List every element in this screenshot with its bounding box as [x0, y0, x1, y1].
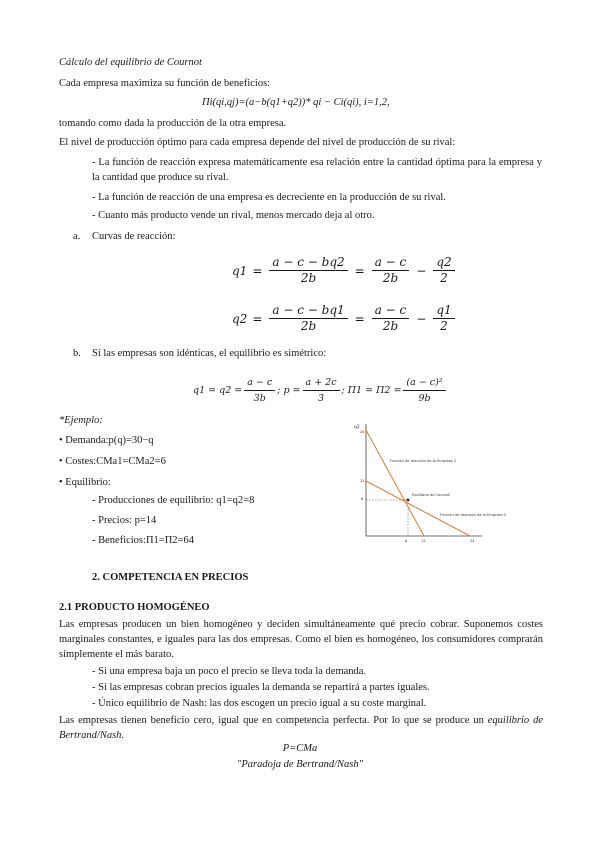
graph-tick-y-24: 24 [360, 430, 365, 434]
bullet-price-1: - Si una empresa baja un poco el precio se lleva toda la demanda. [92, 666, 367, 677]
graph-tick-y-8: 8 [361, 497, 364, 501]
graph-tick-x-8: 8 [405, 539, 408, 543]
bullet-reaction-1: - La función de reacción expresa matemáticamente esa relación entre la cantidad óptima para la empresa y la cantidad que produce su rival. [92, 157, 542, 183]
sym-s2: ; Π1 = Π2 = [341, 385, 402, 396]
profit-formula: Πi(qi,qj)=(a−b(q1+q2))* qi − Ci(qi), i=1,2, [202, 97, 390, 108]
symmetric-eq [193, 375, 448, 406]
bullet-reaction-3: - Cuanto más producto vende un rival, menos mercado deja al otro. [92, 210, 375, 221]
eq2-minus: − [416, 311, 427, 326]
bullet-price-2: - Si las empresas cobran precios iguales la demanda se repartirá a partes iguales. [92, 682, 430, 693]
bertrand-term-end: . [121, 730, 125, 741]
cournot-equilibrium-point [407, 499, 410, 502]
intro-line: Cada empresa maximiza su función de beneficios: [59, 78, 271, 89]
paragraph-bertrand [59, 713, 543, 743]
example-title: *Ejemplo: [59, 415, 103, 426]
example-item-demand: • Demanda:p(q)=30−q [59, 435, 154, 446]
paragraph-homogeneous: Las empresas producen un bien homogéneo y deciden simultáneamente qué precio cobrar. Suponemos costes marginales constantes, e iguales para las dos empresas. Como el bien es homogéneo, los consumidores comprarán simplemente el más barato. [59, 619, 543, 660]
graph-label-equilibrium: Equilibrio de Cournot [412, 493, 450, 497]
eq2-equals: = [252, 311, 263, 326]
taking-given: tomando como dada la producción de la otra empresa. [59, 118, 287, 129]
eq1-frac1: $\frac{a - c - bq2}{2b}$ [269, 255, 347, 286]
reaction-curve-firm2 [366, 481, 470, 536]
item-a-marker: a. [73, 231, 81, 242]
reaction-curve-firm1 [366, 430, 424, 536]
reaction-eq-2 [232, 303, 457, 334]
example-item-costs: • Costes:CMa1=CMa2=6 [59, 456, 166, 467]
example-item-equilibrium: • Equilibrio: [59, 477, 111, 488]
sym-frac3: $\frac{\text{(a − c)²}}{9b}$ [403, 375, 445, 406]
reaction-eq-1 [232, 255, 457, 286]
eq1-lhs: q1 [232, 263, 248, 278]
graph-tick-x-12: 12 [421, 539, 426, 543]
section-2-title: 2. COMPETENCIA EN PRECIOS [92, 572, 249, 583]
eq1-minus: − [416, 263, 427, 278]
bertrand-line: Las empresas tienen beneficio cero, igual que en competencia perfecta. Por lo que se produce un [59, 715, 484, 726]
example-sub-profits: - Beneficios:Π1=Π2=64 [92, 535, 194, 546]
sym-s1: ; p = [277, 385, 301, 396]
graph-tick-x-24: 24 [470, 539, 475, 543]
graph-label-firm2: Función de reacción de la Empresa 2 [440, 513, 507, 517]
graph-label-firm1: Función de reacción de la Empresa 1 [390, 459, 457, 463]
item-b-text: Si las empresas son idénticas, el equilibrio es simétrico: [92, 348, 327, 359]
sym-p1: q1 = q2 = [193, 385, 243, 396]
bullet-reaction-2: - La función de reacción de una empresa es decreciente en la producción de su rival. [92, 192, 446, 203]
bertrand-paradox: "Paradoja de Bertrand/Nash" [236, 759, 364, 770]
graph-tick-y-12: 12 [360, 479, 365, 483]
eq2-frac1: $\frac{a - c - bq1}{2b}$ [269, 303, 347, 334]
eq2-frac3: $\frac{q1}{2}$ [433, 303, 454, 334]
bullet-price-3: - Único equilibrio de Nash: las dos escogen un precio igual a su coste marginal. [92, 698, 427, 709]
eq1-frac2: $\frac{a - c}{2b}$ [372, 255, 410, 286]
graph-y-axis-label: q2 [354, 425, 360, 430]
eq2-op: = [354, 311, 365, 326]
eq2-lhs: q2 [232, 311, 248, 326]
sym-frac1: $\frac{a - c}{3b}$ [244, 375, 275, 406]
item-b-marker: b. [73, 348, 81, 359]
reaction-graph [350, 420, 507, 550]
optimal-level: El nivel de producción óptimo para cada empresa depende del nivel de producción de su rival: [59, 137, 456, 148]
example-sub-prices: - Precios: p=14 [92, 515, 157, 526]
p-equals-cma: P=CMa [282, 743, 318, 754]
heading-calc: Cálculo del equilibrio de Cournot [59, 57, 202, 68]
eq2-frac2: $\frac{a - c}{2b}$ [372, 303, 410, 334]
sym-frac2: $\frac{a + 2c}{3}$ [303, 375, 340, 406]
item-a-text: Curvas de reacción: [92, 231, 176, 242]
example-sub-production: - Producciones de equilibrio: q1=q2=8 [92, 495, 255, 506]
eq1-op: = [354, 263, 365, 278]
eq1-frac3: $\frac{q2}{2}$ [433, 255, 454, 286]
section-21-title: 2.1 PRODUCTO HOMOGÉNEO [59, 602, 210, 613]
eq1-equals: = [252, 263, 263, 278]
bertrand-term: equilibrio de Bertrand/Nash [59, 715, 544, 741]
